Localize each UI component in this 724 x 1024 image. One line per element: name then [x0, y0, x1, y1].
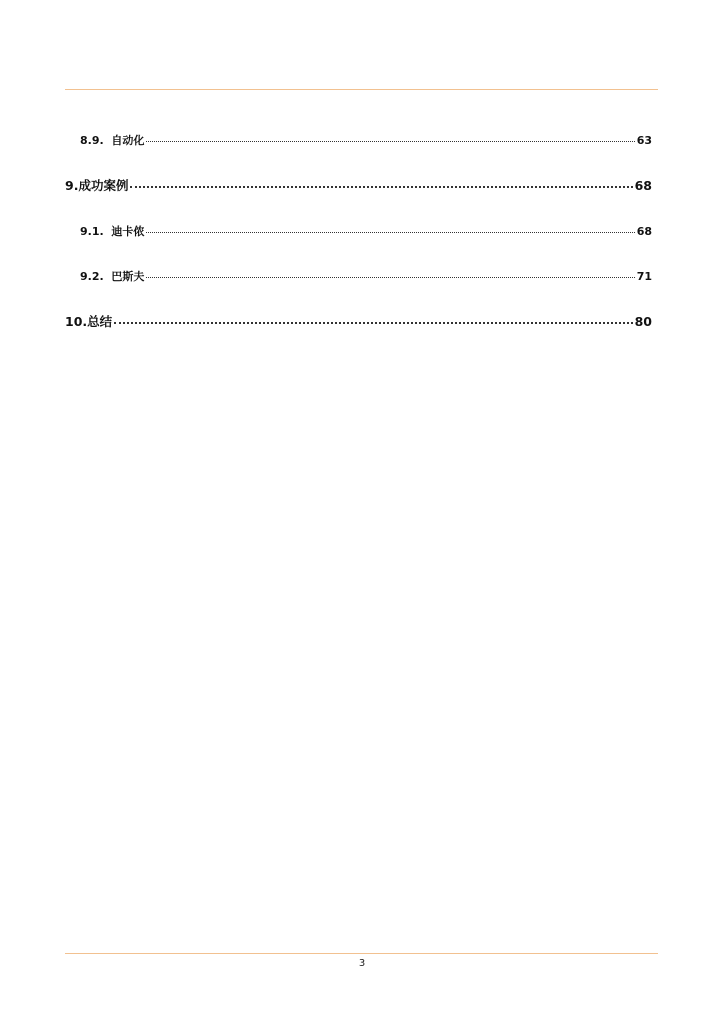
toc-entry-title: 迪卡侬: [111, 225, 145, 238]
toc-entry-title: 总结: [87, 314, 113, 329]
toc-entry-page: 68: [634, 178, 652, 193]
toc-entry-number: 9.: [65, 178, 79, 193]
toc-entry-label: [65, 312, 112, 330]
toc-entry-9-1[interactable]: [65, 223, 652, 239]
toc-entry-title: 巴斯夫: [111, 270, 145, 283]
page-number: 3: [358, 958, 366, 969]
toc-entry-10[interactable]: [65, 312, 652, 330]
footer-rule: [65, 953, 658, 954]
toc-entry-page: 63: [636, 134, 652, 147]
toc-dot-leader: [114, 322, 632, 324]
toc-entry-title: 成功案例: [78, 178, 129, 193]
toc-entry-number: 9.2.: [80, 270, 104, 283]
toc-entry-label: [80, 132, 144, 148]
toc-entry-number: 9.1.: [80, 225, 104, 238]
toc-entry-label: [80, 223, 144, 239]
toc-entry-title: 自动化: [111, 134, 145, 147]
toc-entry-number: 8.9.: [80, 134, 104, 147]
toc-entry-page: 68: [636, 225, 652, 238]
toc-entry-label: [80, 268, 144, 284]
toc-dot-leader: [146, 232, 634, 233]
toc-dot-leader: [130, 186, 632, 188]
toc-entry-9[interactable]: [65, 176, 652, 194]
toc-entry-page: 80: [634, 314, 652, 329]
toc-dot-leader: [146, 141, 634, 142]
toc-entry-8-9[interactable]: [65, 132, 652, 148]
toc-entry-number: 10.: [65, 314, 88, 329]
toc-entry-label: [65, 176, 128, 194]
toc-entry-page: 71: [636, 270, 652, 283]
toc-entry-9-2[interactable]: [65, 268, 652, 284]
header-rule: [65, 89, 658, 90]
toc-dot-leader: [146, 277, 634, 278]
